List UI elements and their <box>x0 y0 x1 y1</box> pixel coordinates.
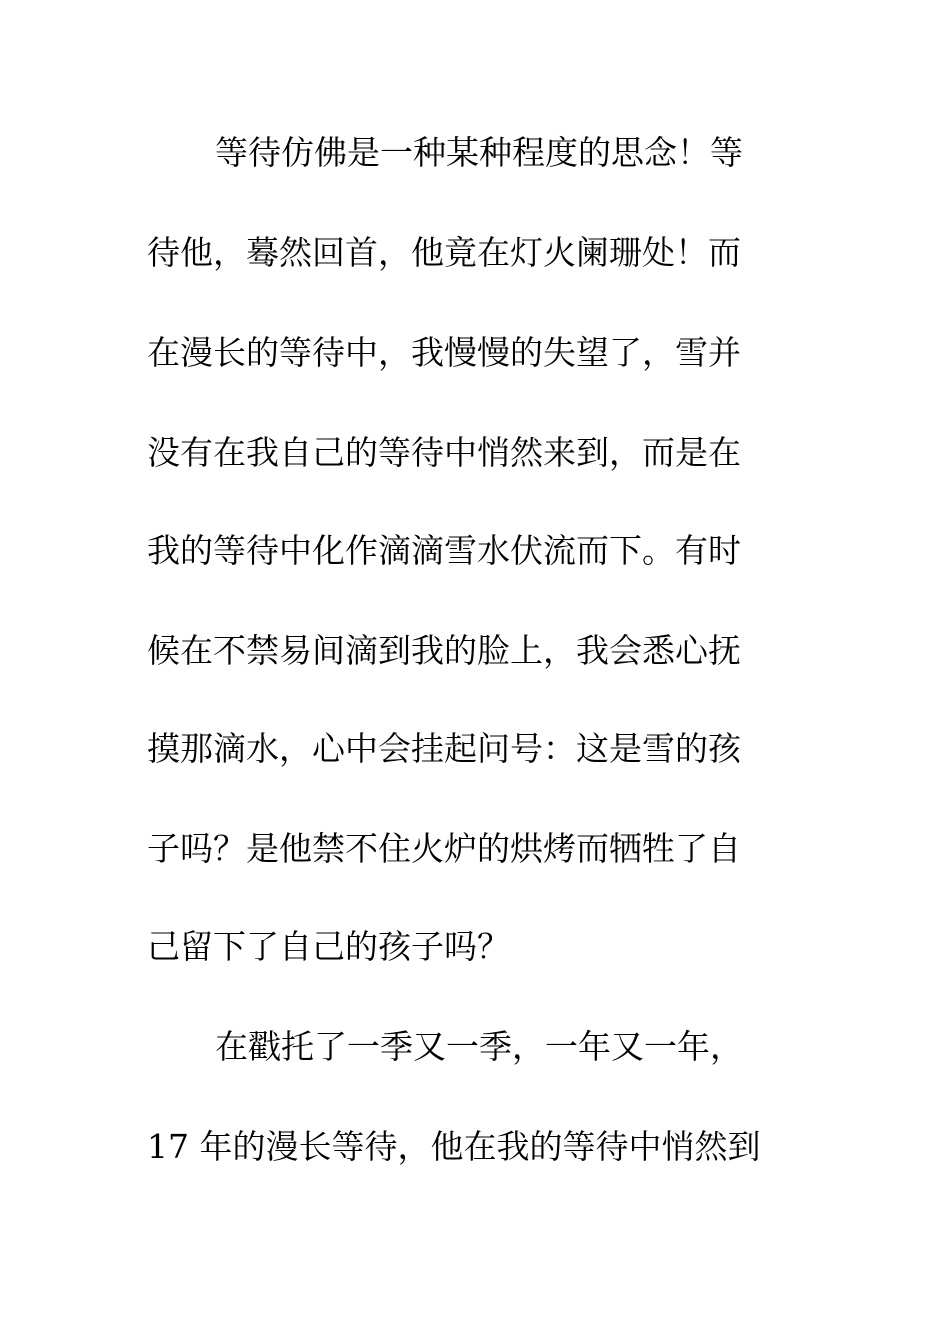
paragraph-1-line-6: 候在不禁易间滴到我的脸上，我会悉心抚 <box>147 631 741 670</box>
paragraph-1-line-2: 待他，蓦然回首，他竟在灯火阑珊处！而 <box>147 233 741 272</box>
paragraph-1-line-8: 子吗？是他禁不住火炉的烘烤而牺牲了自 <box>147 829 741 868</box>
paragraph-1-line-4: 没有在我自己的等待中悄然来到，而是在 <box>147 433 741 472</box>
paragraph-1-line-5: 我的等待中化作滴滴雪水伏流而下。有时 <box>147 531 741 570</box>
paragraph-1-line-3: 在漫长的等待中，我慢慢的失望了，雪并 <box>147 333 741 372</box>
paragraph-2-line-2: 17 年的漫长等待，他在我的等待中悄然到 <box>147 1127 761 1166</box>
paragraph-1-line-7: 摸那滴水，心中会挂起问号：这是雪的孩 <box>147 729 741 768</box>
paragraph-1-line-1: 等待仿佛是一种某种程度的思念！等 <box>215 133 743 172</box>
paragraph-1-line-9: 己留下了自己的孩子吗？ <box>147 927 510 966</box>
paragraph-2-line-1: 在戳托了一季又一季，一年又一年， <box>215 1027 743 1066</box>
